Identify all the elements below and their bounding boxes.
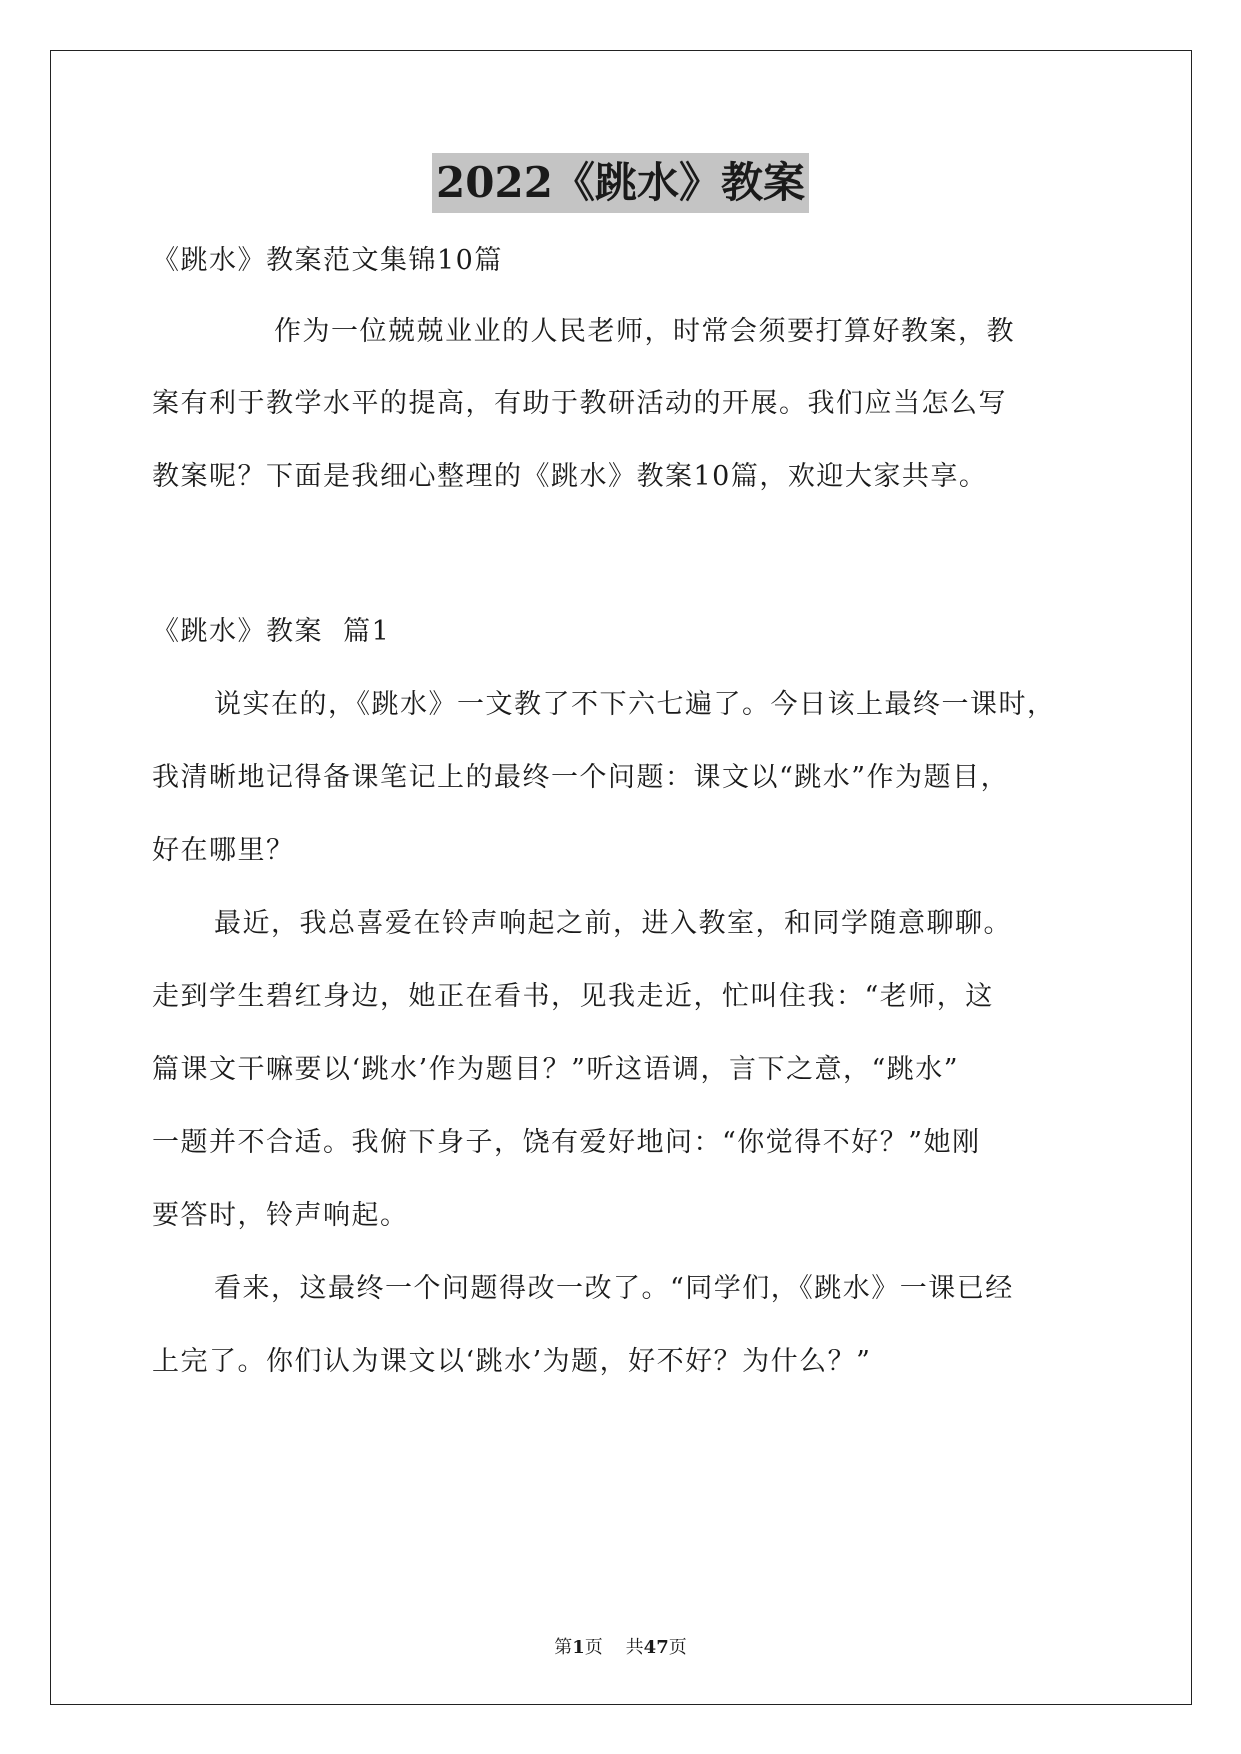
paragraph-3-line-1: 看来，这最终一个问题得改一改了。“同学们，《跳水》一课已经	[214, 1273, 1014, 1304]
page-border	[50, 50, 1192, 1705]
paragraph-3-line-2: 上完了。你们认为课文以‘跳水’为题，好不好？为什么？”	[152, 1346, 872, 1377]
intro-line-3: 教案呢？下面是我细心整理的《跳水》教案10篇，欢迎大家共享。	[152, 461, 988, 492]
paragraph-2-line-1: 最近，我总喜爱在铃声响起之前，进入教室，和同学随意聊聊。	[214, 908, 1012, 939]
paragraph-2-line-2: 走到学生碧红身边，她正在看书，见我走近，忙叫住我：“老师，这	[152, 981, 994, 1012]
footer-total-pages: 47	[643, 1637, 669, 1658]
title-container	[0, 153, 1241, 213]
paragraph-1-line-2: 我清晰地记得备课笔记上的最终一个问题：课文以“跳水”作为题目，	[152, 762, 1010, 793]
paragraph-2-line-3: 篇课文干嘛要以‘跳水’作为题目？”听这语调，言下之意，“跳水”	[152, 1054, 960, 1085]
section-heading: 《跳水》教案 篇1	[152, 616, 391, 647]
intro-line-1: 作为一位兢兢业业的人民老师，时常会须要打算好教案，教	[274, 316, 1015, 347]
document-title: 2022《跳水》教案	[432, 153, 809, 213]
paragraph-2-line-5: 要答时，铃声响起。	[152, 1200, 409, 1231]
footer-page-number: 1	[572, 1637, 585, 1658]
page-footer	[0, 1636, 1241, 1660]
footer-suffix: 页	[668, 1637, 687, 1658]
footer-prefix: 第	[554, 1637, 573, 1658]
paragraph-1-line-1: 说实在的，《跳水》一文教了不下六七遍了。今日该上最终一课时，	[214, 689, 1056, 720]
paragraph-2-line-4: 一题并不合适。我俯下身子，饶有爱好地问：“你觉得不好？”她刚	[152, 1127, 981, 1158]
footer-mid: 页 共	[584, 1637, 644, 1658]
intro-line-2: 案有利于教学水平的提高，有助于教研活动的开展。我们应当怎么写	[152, 388, 1007, 419]
paragraph-1-line-3: 好在哪里？	[152, 835, 295, 866]
document-subtitle: 《跳水》教案范文集锦10篇	[152, 245, 503, 276]
